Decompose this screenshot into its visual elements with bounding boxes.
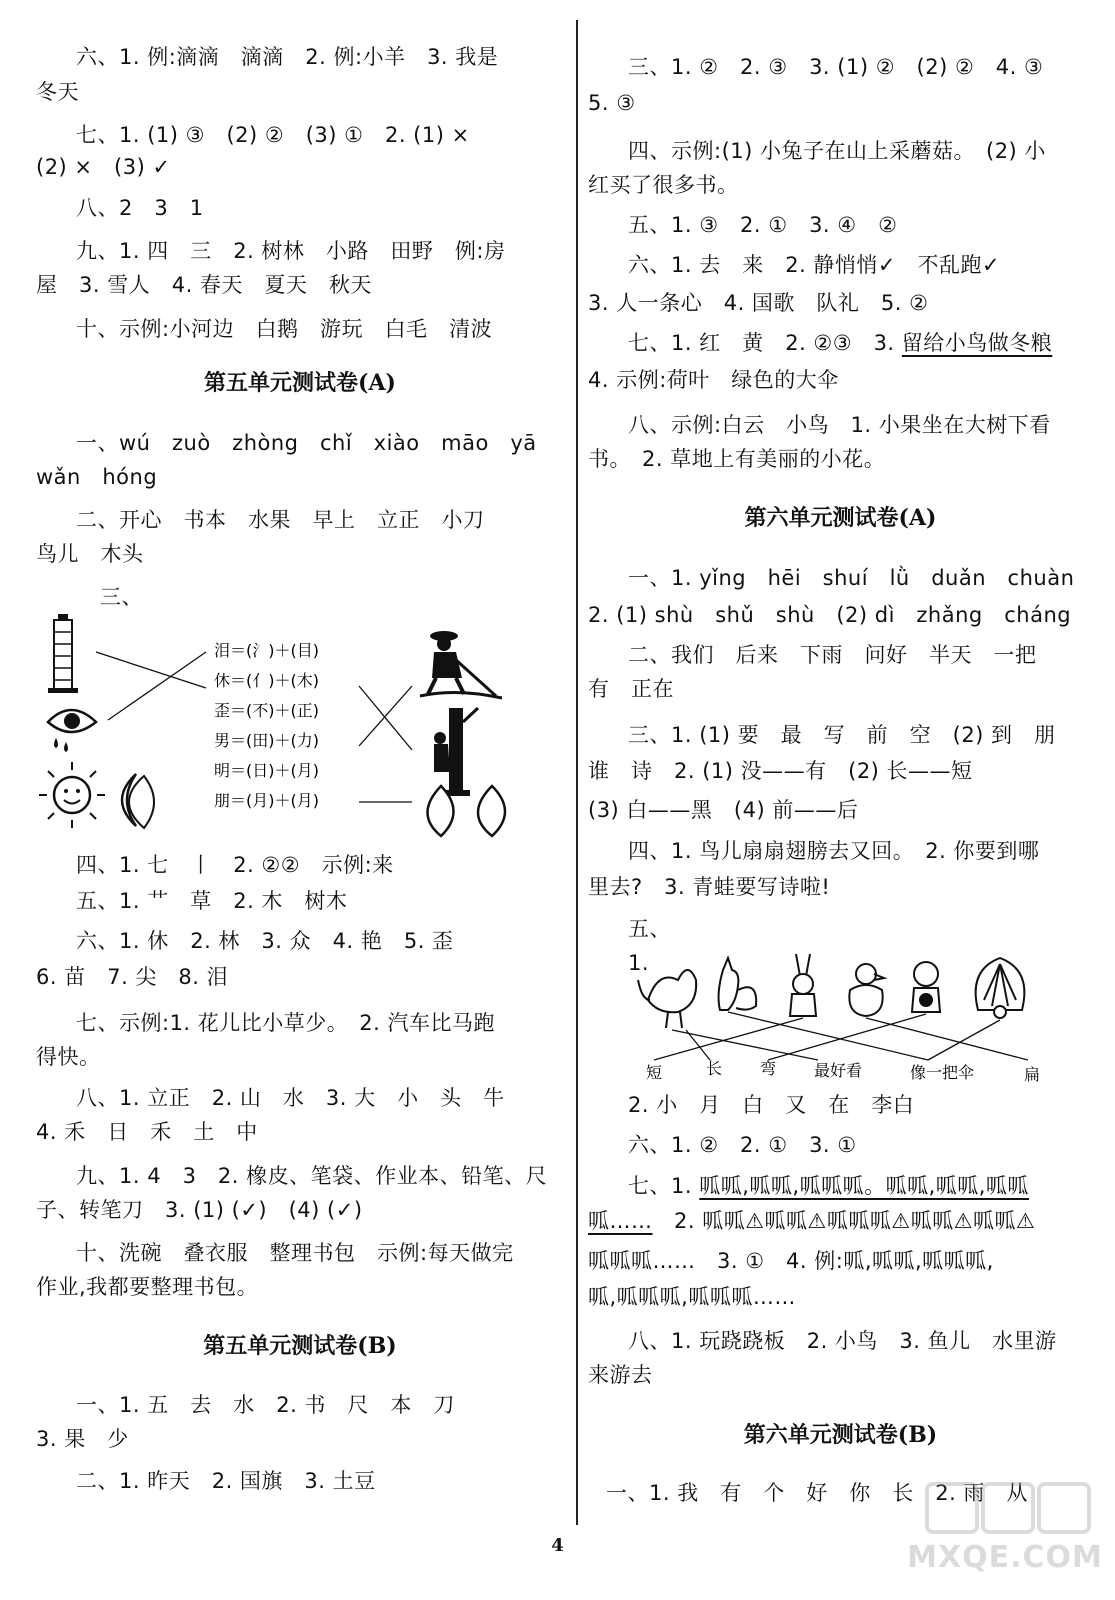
answer-line: 八、1. 立正 2. 山 水 3. 大 小 头 牛 (76, 1086, 505, 1110)
answer-line: 六、1. 去 来 2. 静悄悄✓ 不乱跑✓ (628, 253, 1001, 277)
answer-line: 三、1. ② 2. ③ 3. (1) ② (2) ② 4. ③ (628, 55, 1044, 79)
answer-line: 呱,呱呱呱,呱呱呱…… (588, 1285, 796, 1309)
answer-line: 鸟儿 木头 (36, 542, 144, 566)
equation: 休＝(亻)＋(木) (214, 671, 319, 690)
answer-line (588, 1206, 1035, 1236)
answer-text: 七、1. (628, 1174, 700, 1198)
answer-line: (2) × (3) ✓ (36, 155, 171, 179)
animal-word: 短 (646, 1063, 663, 1082)
equation: 歪＝(不)＋(正) (214, 701, 319, 720)
section-heading: 第六单元测试卷(B) (743, 1422, 938, 1448)
answer-line: wǎn hóng (36, 465, 158, 489)
answer-line: 5. ③ (588, 91, 636, 115)
answer-line: 2. (1) shù shǔ shù (2) dì zhǎng cháng (588, 603, 1072, 627)
moon-picture (122, 774, 154, 828)
answer-line: 三、1. (1) 要 最 写 前 空 (2) 到 朋 (628, 723, 1056, 747)
duck-picture (849, 964, 884, 1016)
answer-line: 3. 人一条心 4. 国歌 队礼 5. ② (588, 291, 929, 315)
sun-picture (39, 762, 105, 828)
answer-line: 九、1. 四 三 2. 树林 小路 田野 例:房 (76, 239, 506, 263)
answer-line: 里去? 3. 青蛙要写诗啦! (588, 875, 831, 899)
answer-text: 七、1. 红 黄 2. ②③ 3. (628, 331, 902, 355)
answer-line: (3) 白——黑 (4) 前——后 (588, 798, 859, 822)
watermark-text: MXQE.COM (907, 1540, 1103, 1575)
answer-line: 2. 小 月 白 又 在 李白 (628, 1093, 915, 1117)
answer-line: 四、示例:(1) 小兔子在山上采蘑菇。 (2) 小 (628, 139, 1046, 163)
answer-line: 八、示例:白云 小鸟 1. 小果坐在大树下看 (628, 413, 1051, 437)
answer-line: 十、洗碗 叠衣服 整理书包 示例:每天做完 (76, 1241, 514, 1265)
answer-line: 冬天 (36, 80, 79, 104)
answer-line: 九、1. 4 3 2. 橡皮、笔袋、作业本、铅笔、尺 (76, 1164, 548, 1188)
answer-line (628, 328, 1052, 358)
section-heading: 第五单元测试卷(B) (203, 1333, 397, 1359)
equation: 明＝(日)＋(月) (214, 761, 319, 780)
page-number: 4 (551, 1535, 564, 1556)
answer-line: 红买了很多书。 (588, 173, 739, 197)
peacock-picture (976, 958, 1025, 1018)
answer-line: 八、1. 玩跷跷板 2. 小鸟 3. 鱼儿 水里游 (628, 1329, 1057, 1353)
squirrel-picture (719, 958, 757, 1010)
answer-line: 1. (628, 951, 650, 975)
answer-line: 呱呱呱…… 3. ① 4. 例:呱,呱呱,呱呱呱, (588, 1249, 994, 1273)
answer-line: 二、1. 昨天 2. 国旗 3. 土豆 (76, 1469, 376, 1493)
watermark (905, 1478, 1105, 1588)
answer-line: 4. 禾 日 禾 土 中 (36, 1120, 258, 1144)
answer-line: 三、 (100, 585, 143, 609)
answer-line (628, 1171, 1029, 1201)
animal-word: 最好看 (814, 1061, 863, 1080)
farmer-picture (420, 631, 502, 698)
matching-lines (654, 1012, 1028, 1060)
answer-line: 五、 (628, 917, 671, 941)
person-by-tree-picture (434, 708, 478, 796)
answer-line: 3. 果 少 (36, 1427, 129, 1451)
answer-line: 二、开心 书本 水果 早上 立正 小刀 (76, 508, 485, 532)
tower-picture (48, 614, 78, 693)
answer-line: 六、1. 例:滴滴 滴滴 2. 例:小羊 3. 我是 (76, 45, 499, 69)
animal-matching-diagram (628, 950, 1093, 1090)
answer-line: 五、1. 艹 草 2. 木 树木 (76, 889, 348, 913)
animal-word: 弯 (760, 1059, 777, 1078)
answer-line: 来游去 (588, 1363, 653, 1387)
animal-word: 扁 (1024, 1065, 1041, 1084)
answer-line: 七、示例:1. 花儿比小草少。 2. 汽车比马跑 (76, 1011, 495, 1035)
answer-line: 六、1. 休 2. 林 3. 众 4. 艳 5. 歪 (76, 929, 454, 953)
equation: 泪＝(氵)＋(目) (214, 641, 319, 660)
answer-line: 有 正在 (588, 677, 674, 701)
watermark-logo (923, 1478, 1093, 1538)
answer-line: 书。 2. 草地上有美丽的小花。 (588, 447, 886, 471)
answer-line: 一、1. 五 去 水 2. 书 尺 本 刀 (76, 1393, 455, 1417)
answer-line: 四、1. 七 丨 2. ②② 示例:来 (76, 853, 394, 877)
answer-line: 二、我们 后来 下雨 问好 半天 一把 (628, 643, 1037, 667)
answer-line: 谁 诗 2. (1) 没——有 (2) 长——短 (588, 759, 973, 783)
animal-word: 像一把伞 (910, 1063, 975, 1082)
answer-line: 作业,我都要整理书包。 (36, 1275, 259, 1299)
answer-line: 一、1. 我 有 个 好 你 长 2. 雨 从 (606, 1481, 1028, 1505)
answer-line: 6. 苗 7. 尖 8. 泪 (36, 965, 229, 989)
answer-line: 八、2 3 1 (76, 196, 204, 220)
underlined-answer: 留给小鸟做冬粮 (901, 331, 1053, 355)
section-heading: 第六单元测试卷(A) (744, 505, 937, 531)
underlined-answer: 呱…… (588, 1209, 653, 1233)
answer-line: 四、1. 鸟儿扇扇翅膀去又回。 2. 你要到哪 (628, 839, 1040, 863)
underlined-answer: 呱呱,呱呱,呱呱呱。呱呱,呱呱,呱呱 (699, 1174, 1029, 1198)
answer-line: 六、1. ② 2. ① 3. ① (628, 1133, 857, 1157)
answer-line: 一、wú zuò zhòng chǐ xiào māo yā (76, 431, 537, 455)
answer-line: 五、1. ③ 2. ① 3. ④ ② (628, 213, 898, 237)
monkey-picture (912, 962, 940, 1012)
answer-line: 一、1. yǐng hēi shuí lǜ duǎn chuàn (628, 566, 1075, 590)
equation: 朋＝(月)＋(月) (214, 791, 319, 810)
animal-word: 长 (706, 1059, 723, 1078)
rooster-picture (638, 970, 696, 1028)
column-divider (576, 20, 578, 1525)
answer-line: 得快。 (36, 1045, 101, 1069)
answer-line: 子、转笔刀 3. (1) (✓) (4) (✓) (36, 1198, 363, 1222)
answer-line: 4. 示例:荷叶 绿色的大伞 (588, 368, 839, 392)
rabbit-picture (790, 954, 816, 1016)
answer-line: 十、示例:小河边 白鹅 游玩 白毛 清波 (76, 317, 493, 341)
equation: 男＝(田)＋(力) (214, 731, 319, 750)
answer-text: 2. 呱呱⚠呱呱⚠呱呱呱⚠呱呱⚠呱呱⚠ (652, 1209, 1036, 1233)
character-matching-diagram (36, 610, 556, 840)
answer-line: 屋 3. 雪人 4. 春天 夏天 秋天 (36, 273, 372, 297)
answer-line: 七、1. (1) ③ (2) ② (3) ① 2. (1) × (76, 123, 470, 147)
eye-picture (48, 710, 96, 752)
section-heading: 第五单元测试卷(A) (204, 370, 396, 396)
